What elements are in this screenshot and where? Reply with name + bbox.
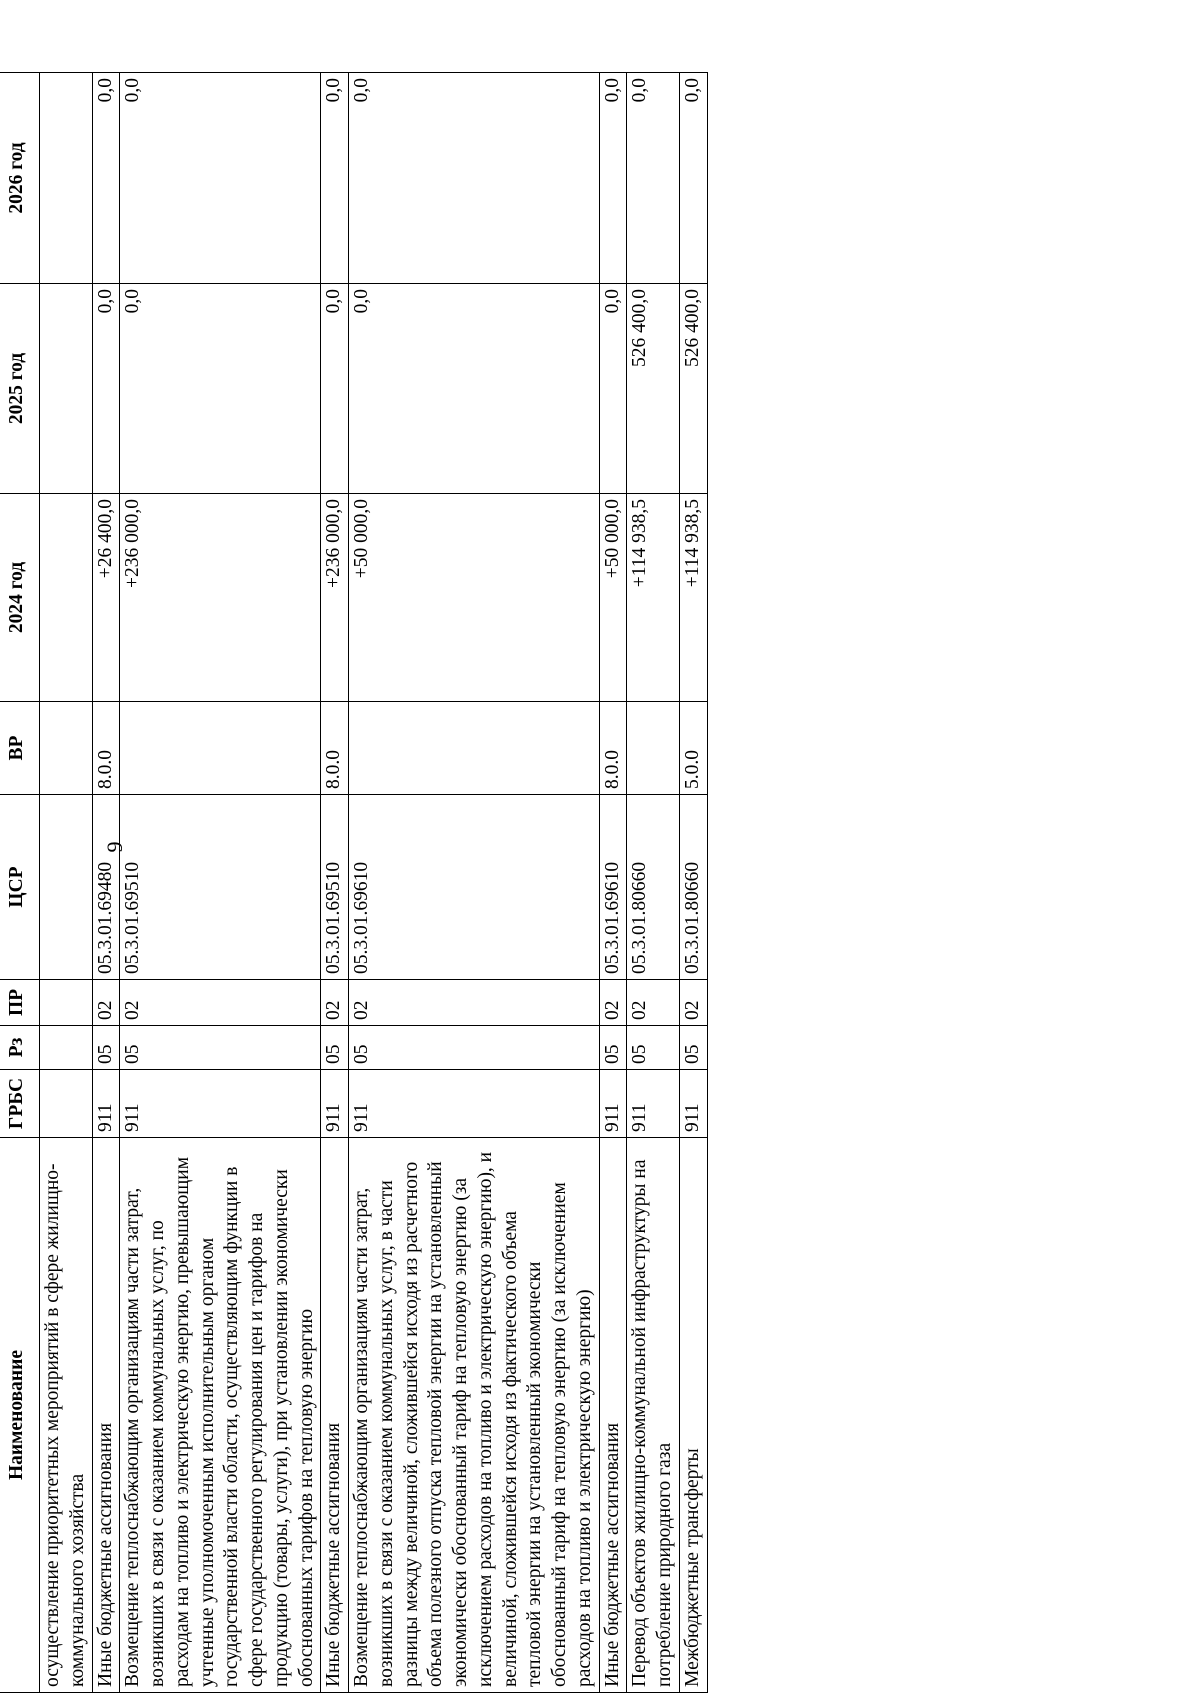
cell-2026: 0,0: [349, 73, 600, 284]
cell-2024: +236 000,0: [120, 494, 321, 702]
cell-grbs: 911: [92, 1070, 120, 1138]
header-2025: 2025 год: [0, 284, 40, 494]
cell-vr: 8.0.0: [599, 702, 627, 795]
cell-name: Иные бюджетные ассигнования: [321, 1138, 349, 1693]
cell-name: Возмещение теплоснабжающим организациям части затрат, возникших в связи с оказанием коммунальных услуг, по расходам на топливо и электрическую энергию, превышающим учтенные уполномоченным исполнительным органом государственной власти области, осуществляющим функции в сфере государственного регулирования цен и тарифов на продукцию (товары, услуги), при установлении экономически обоснованных тарифов на тепловую энергию: [120, 1138, 321, 1693]
cell-vr: [349, 702, 600, 795]
cell-grbs: 911: [349, 1070, 600, 1138]
table-row: [349, 73, 600, 1693]
table-row: [679, 73, 707, 1693]
cell-name: Возмещение теплоснабжающим организациям части затрат, возникших в связи с оказанием коммунальных услуг, в части разницы между величиной, сложившейся исходя из расчетного объема полезного отпуска тепловой энергии на установленный экономически обоснованный тариф на тепловую энергию (за исключением расходов на топливо и электрическую энергию), и величиной, сложившейся исходя из фактического объема тепловой энергии на установленный экономически обоснованный тариф на тепловую энергию (за исключением расходов на топливо и электрическую энергию): [349, 1138, 600, 1693]
cell-name: Иные бюджетные ассигнования: [92, 1138, 120, 1693]
cell-csr: 05.3.01.69480: [92, 795, 120, 980]
budget-table: [0, 72, 708, 1693]
cell-2025: 0,0: [321, 284, 349, 494]
cell-2024: +50 000,0: [349, 494, 600, 702]
cell-csr: [40, 795, 93, 980]
table-row: [40, 73, 93, 1693]
cell-pr: [40, 980, 93, 1026]
cell-grbs: 911: [627, 1070, 680, 1138]
cell-name: Межбюджетные трансферты: [679, 1138, 707, 1693]
cell-pr: 02: [679, 980, 707, 1026]
cell-2026: 0,0: [321, 73, 349, 284]
cell-vr: 8.0.0: [92, 702, 120, 795]
cell-vr: [120, 702, 321, 795]
cell-pr: 02: [599, 980, 627, 1026]
cell-rz: 05: [120, 1026, 321, 1070]
cell-vr: [40, 702, 93, 795]
cell-rz: 05: [321, 1026, 349, 1070]
cell-rz: [40, 1026, 93, 1070]
cell-csr: 05.3.01.69510: [321, 795, 349, 980]
cell-2024: [40, 494, 93, 702]
cell-rz: 05: [599, 1026, 627, 1070]
cell-rz: 05: [349, 1026, 600, 1070]
cell-pr: 02: [349, 980, 600, 1026]
table-row: [92, 73, 120, 1693]
cell-2025: 0,0: [599, 284, 627, 494]
cell-name: Перевод объектов жилищно-коммунальной инфраструктуры на потребление природного газа: [627, 1138, 680, 1693]
page-number: 9: [102, 841, 127, 853]
cell-csr: 05.3.01.69610: [349, 795, 600, 980]
cell-2025: 526 400,0: [679, 284, 707, 494]
rotated-table-container: [0, 73, 1025, 1693]
cell-2024: +236 000,0: [321, 494, 349, 702]
table-row: [120, 73, 321, 1693]
cell-2025: 0,0: [92, 284, 120, 494]
cell-2026: 0,0: [92, 73, 120, 284]
cell-vr: 5.0.0: [679, 702, 707, 795]
cell-csr: 05.3.01.69610: [599, 795, 627, 980]
cell-2026: 0,0: [120, 73, 321, 284]
cell-2025: [40, 284, 93, 494]
cell-grbs: 911: [120, 1070, 321, 1138]
cell-2026: 0,0: [627, 73, 680, 284]
header-grbs: ГРБС: [0, 1070, 40, 1138]
cell-2024: +50 000,0: [599, 494, 627, 702]
cell-2026: 0,0: [679, 73, 707, 284]
cell-vr: 8.0.0: [321, 702, 349, 795]
cell-name: Иные бюджетные ассигнования: [599, 1138, 627, 1693]
table-header-row: [0, 73, 40, 1693]
cell-2025: 526 400,0: [627, 284, 680, 494]
header-2026: 2026 год: [0, 73, 40, 284]
cell-rz: 05: [627, 1026, 680, 1070]
table-row: [599, 73, 627, 1693]
cell-2025: 0,0: [349, 284, 600, 494]
header-rz: Рз: [0, 1026, 40, 1070]
cell-grbs: [40, 1070, 93, 1138]
cell-grbs: 911: [599, 1070, 627, 1138]
cell-2024: +114 938,5: [627, 494, 680, 702]
header-name: Наименование: [0, 1138, 40, 1693]
cell-csr: 05.3.01.80660: [679, 795, 707, 980]
cell-pr: 02: [627, 980, 680, 1026]
header-csr: ЦСР: [0, 795, 40, 980]
header-pr: ПР: [0, 980, 40, 1026]
cell-2026: 0,0: [599, 73, 627, 284]
cell-grbs: 911: [679, 1070, 707, 1138]
cell-2024: +114 938,5: [679, 494, 707, 702]
cell-2026: [40, 73, 93, 284]
header-2024: 2024 год: [0, 494, 40, 702]
table-row: [321, 73, 349, 1693]
cell-rz: 05: [679, 1026, 707, 1070]
cell-name: осуществление приоритетных мероприятий в сфере жилищно-коммунального хозяйства: [40, 1138, 93, 1693]
table-row: [627, 73, 680, 1693]
cell-grbs: 911: [321, 1070, 349, 1138]
cell-rz: 05: [92, 1026, 120, 1070]
cell-2025: 0,0: [120, 284, 321, 494]
cell-csr: 05.3.01.69510: [120, 795, 321, 980]
cell-pr: 02: [120, 980, 321, 1026]
cell-2024: +26 400,0: [92, 494, 120, 702]
cell-pr: 02: [321, 980, 349, 1026]
cell-vr: [627, 702, 680, 795]
header-vr: ВР: [0, 702, 40, 795]
cell-csr: 05.3.01.80660: [627, 795, 680, 980]
cell-pr: 02: [92, 980, 120, 1026]
